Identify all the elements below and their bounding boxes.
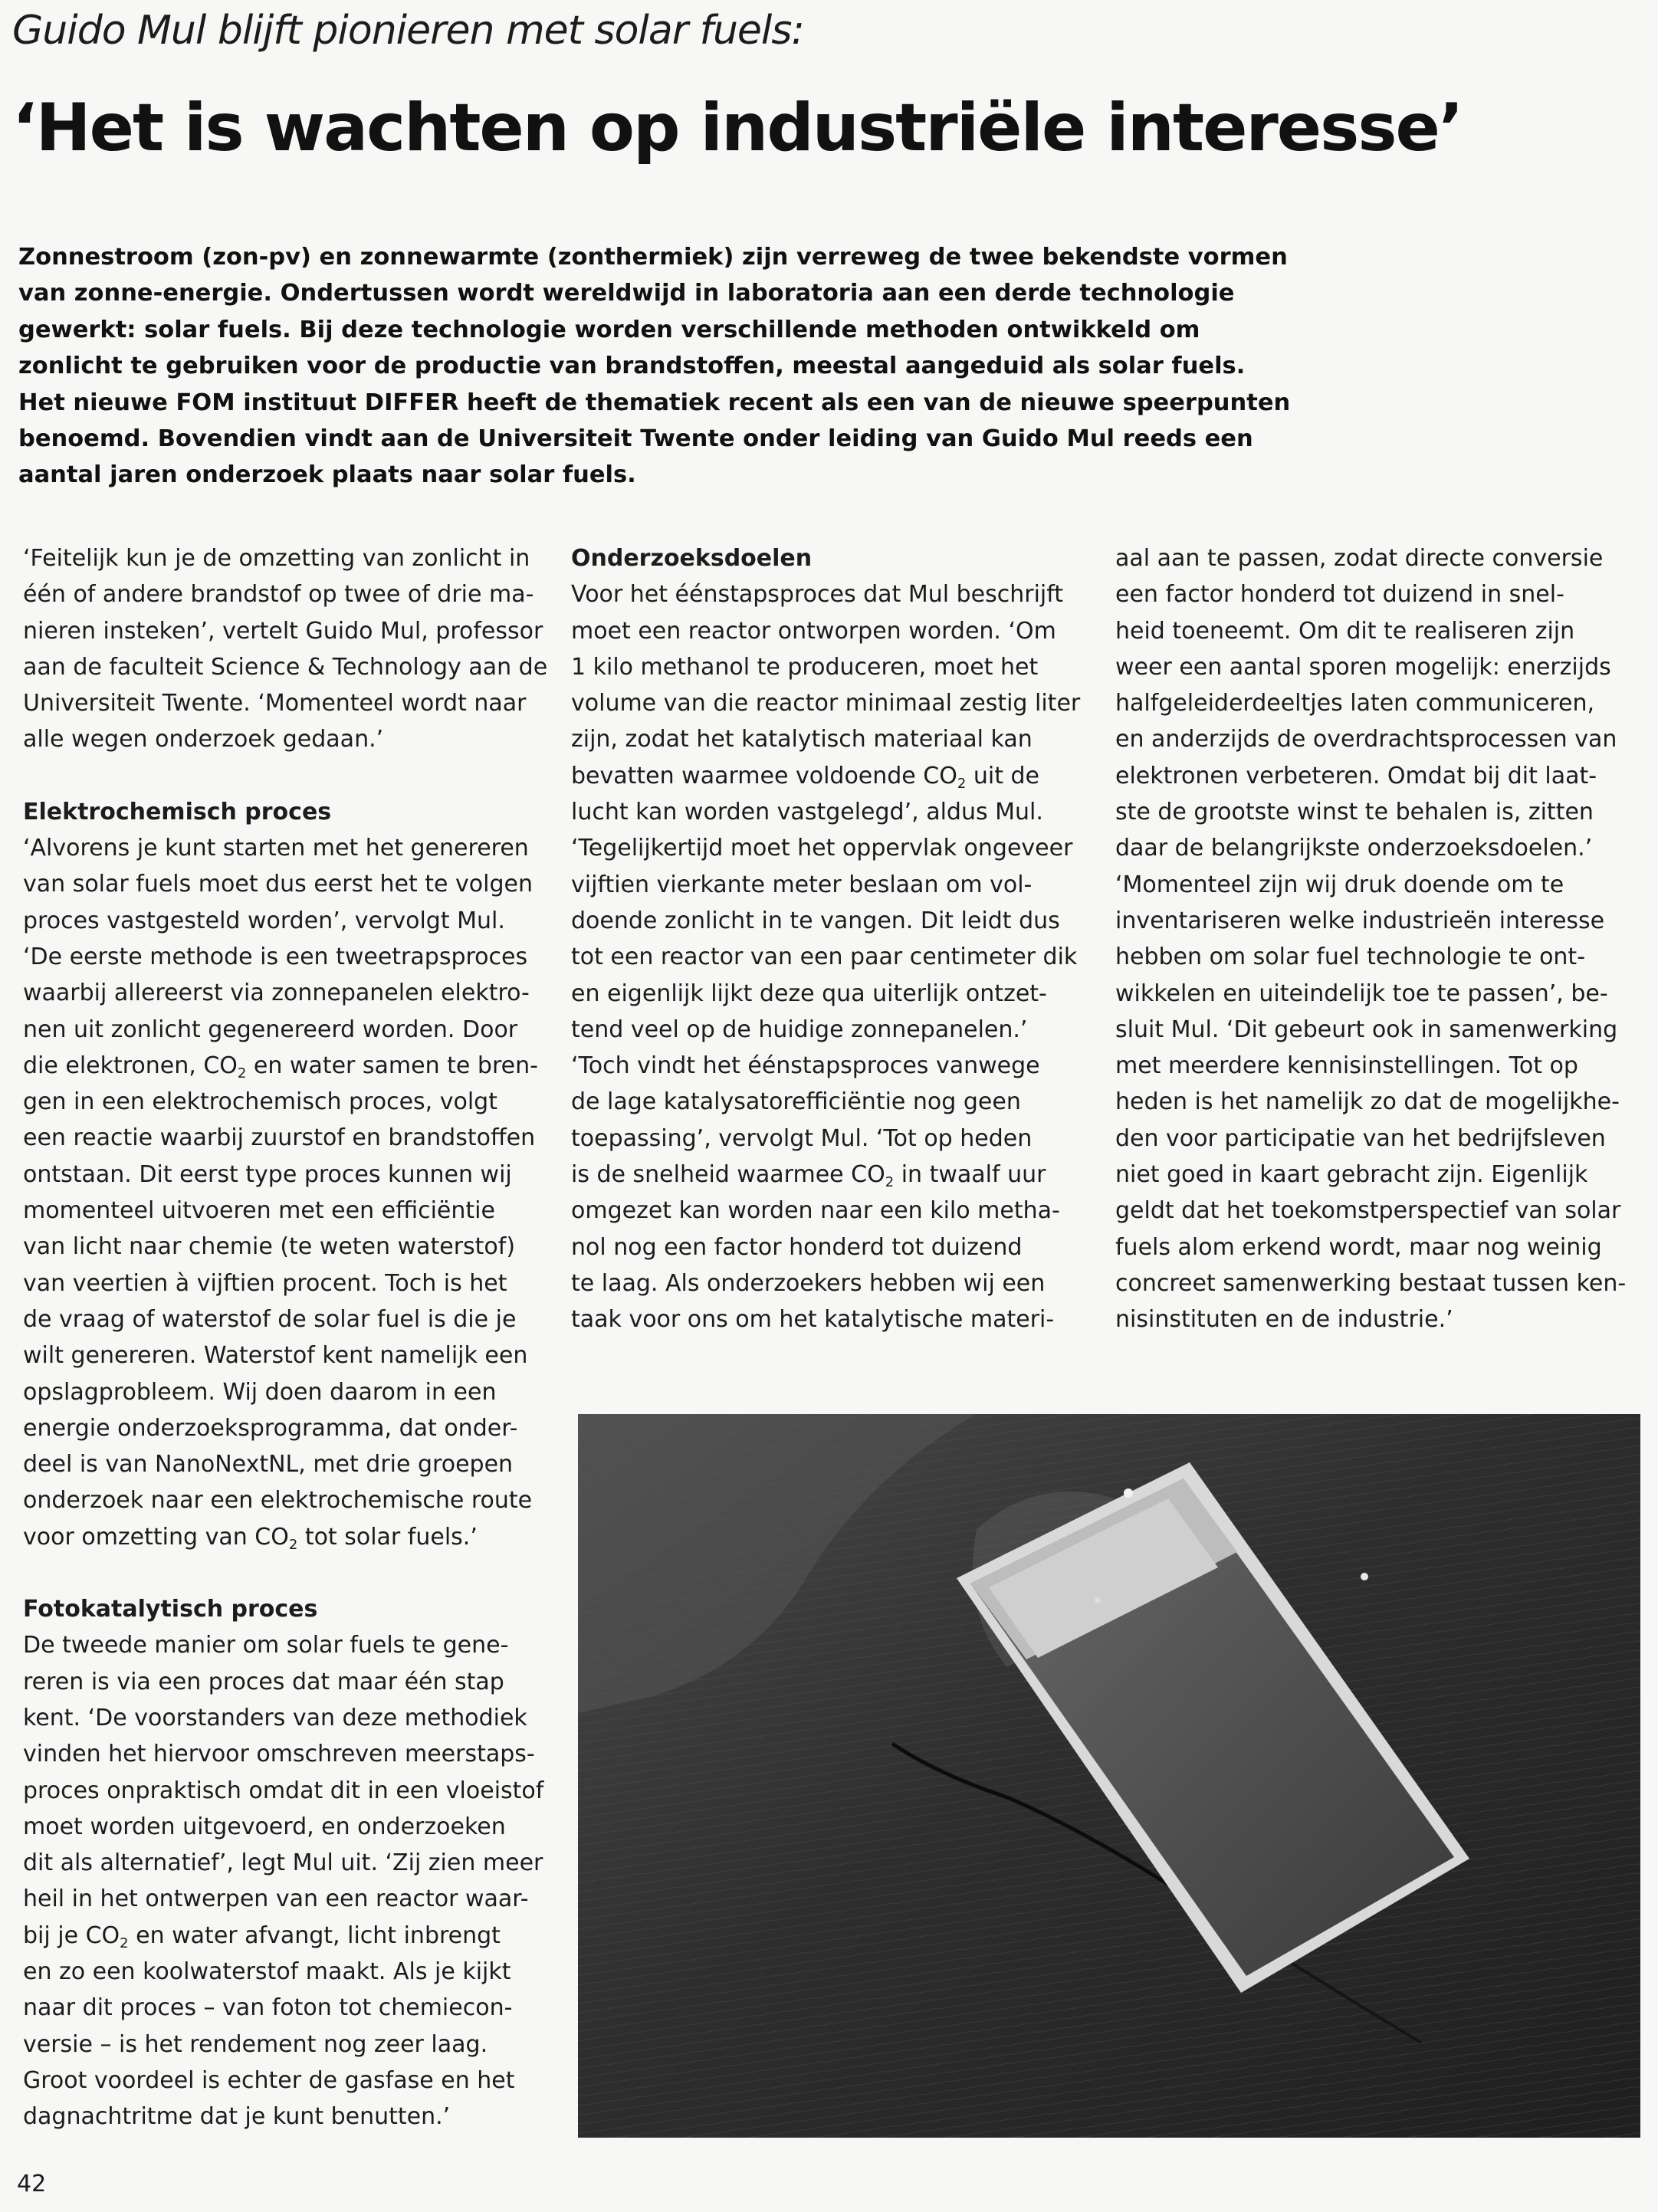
body-line: een reactie waarbij zuurstof en brandstoffen bbox=[23, 1124, 536, 1152]
body-line bbox=[571, 1157, 1100, 1193]
body-line: ‘Momenteel zijn wij druk doende om te bbox=[1115, 871, 1564, 898]
intro-line: aantal jaren onderzoek plaats naar solar fuels. bbox=[18, 461, 636, 489]
body-line: fuels alom erkend wordt, maar nog weinig bbox=[1115, 1233, 1602, 1261]
body-line: dit als alternatief’, legt Mul uit. ‘Zij zien meer bbox=[23, 1849, 543, 1877]
text-segment: bij je CO bbox=[23, 1922, 120, 1949]
body-line bbox=[571, 758, 1100, 794]
text-segment: uit de bbox=[966, 762, 1040, 789]
body-line: niet goed in kaart gebracht zijn. Eigenlijk bbox=[1115, 1161, 1588, 1189]
body-line: ontstaan. Dit eerst type proces kunnen wij bbox=[23, 1160, 512, 1188]
subheading-elektrochemisch: Elektrochemisch proces bbox=[23, 798, 332, 825]
body-line bbox=[23, 1918, 537, 1954]
body-line: moet een reactor ontworpen worden. ‘Om bbox=[571, 617, 1056, 645]
text-segment: bevatten waarmee voldoende CO bbox=[571, 762, 957, 789]
body-line: omgezet kan worden naar een kilo metha- bbox=[571, 1197, 1060, 1225]
subscript-2: 2 bbox=[885, 1174, 895, 1191]
body-line: deel is van NanoNextNL, met drie groepen bbox=[23, 1451, 514, 1478]
body-line: ‘Alvorens je kunt starten met het genereren bbox=[23, 835, 529, 862]
body-line: een factor honderd tot duizend in snel- bbox=[1115, 581, 1564, 609]
body-line: 1 kilo methanol te produceren, moet het bbox=[571, 653, 1039, 681]
body-line: nieren insteken’, vertelt Guido Mul, professor bbox=[23, 617, 543, 645]
body-line: één of andere brandstof op twee of drie ma- bbox=[23, 581, 534, 609]
body-line: de vraag of waterstof de solar fuel is die je bbox=[23, 1305, 517, 1333]
body-line: vijftien vierkante meter beslaan om vol- bbox=[571, 871, 1033, 898]
body-line: van licht naar chemie (te weten waterstof) bbox=[23, 1233, 516, 1261]
body-line: en eigenlijk lijkt deze qua uiterlijk ontzet- bbox=[571, 980, 1047, 1007]
body-line: halfgeleiderdeeltjes laten communiceren, bbox=[1115, 690, 1595, 717]
intro-line: Het nieuwe FOM instituut DIFFER heeft de thematiek recent als een van de nieuwe speerpunten bbox=[18, 389, 1291, 416]
text-column-1 bbox=[23, 540, 548, 2135]
intro-line: gewerkt: solar fuels. Bij deze technologie worden verschillende methoden ontwikkeld om bbox=[18, 316, 1200, 343]
body-line: alle wegen onderzoek gedaan.’ bbox=[23, 726, 384, 753]
body-line: den voor participatie van het bedrijfsleven bbox=[1115, 1124, 1606, 1152]
body-line: momenteel uitvoeren met een efficiëntie bbox=[23, 1197, 495, 1225]
body-line: moet worden uitgevoerd, en onderzoeken bbox=[23, 1813, 506, 1840]
body-line: zijn, zodat het katalytisch materiaal kan bbox=[571, 726, 1033, 753]
body-line: de lage katalysatorefficiëntie nog geen bbox=[571, 1088, 1021, 1116]
body-line: wilt genereren. Waterstof kent namelijk een bbox=[23, 1342, 528, 1370]
body-line: proces onpraktisch omdat dit in een vloeistof bbox=[23, 1777, 544, 1804]
body-line: Universiteit Twente. ‘Momenteel wordt naar bbox=[23, 690, 527, 717]
body-line: vinden het hiervoor omschreven meerstaps- bbox=[23, 1741, 535, 1768]
body-line: tend veel op de huidige zonnepanelen.’ bbox=[571, 1016, 1028, 1043]
body-line: dagnachtritme dat je kunt benutten.’ bbox=[23, 2103, 451, 2131]
body-line: hebben om solar fuel technologie te ont- bbox=[1115, 944, 1586, 971]
article-intro bbox=[18, 239, 1291, 494]
body-line: lucht kan worden vastgelegd’, aldus Mul. bbox=[571, 799, 1043, 826]
intro-line: benoemd. Bovendien vindt aan de Universiteit Twente onder leiding van Guido Mul reeds een bbox=[18, 425, 1253, 453]
body-line: proces vastgesteld worden’, vervolgt Mul. bbox=[23, 907, 505, 934]
body-line: en zo een koolwaterstof maakt. Als je kijkt bbox=[23, 1958, 511, 1985]
body-line: weer een aantal sporen mogelijk: enerzijds bbox=[1115, 653, 1611, 681]
article-headline: ‘Het is wachten op industriële interesse’ bbox=[12, 90, 1463, 166]
text-segment: tot solar fuels.’ bbox=[297, 1523, 478, 1551]
text-segment: in twaalf uur bbox=[894, 1161, 1046, 1189]
body-line: nisinstituten en de industrie.’ bbox=[1115, 1306, 1453, 1334]
text-column-2 bbox=[571, 540, 1100, 1338]
body-line: volume van die reactor minimaal zestig liter bbox=[571, 690, 1081, 717]
body-line: geldt dat het toekomstperspectief van solar bbox=[1115, 1197, 1621, 1225]
body-line: onderzoek naar een elektrochemische route bbox=[23, 1487, 533, 1515]
subheading-onderzoeksdoelen: Onderzoeksdoelen bbox=[571, 545, 813, 572]
subscript-2: 2 bbox=[288, 1536, 298, 1553]
body-line: concreet samenwerking bestaat tussen ken- bbox=[1115, 1269, 1627, 1297]
body-line: doende zonlicht in te vangen. Dit leidt dus bbox=[571, 907, 1060, 934]
body-line: Groot voordeel is echter de gasfase en het bbox=[23, 2066, 515, 2094]
subscript-2: 2 bbox=[237, 1065, 247, 1081]
body-line: heden is het namelijk zo dat de mogelijkhe- bbox=[1115, 1088, 1620, 1116]
body-line: daar de belangrijkste onderzoeksdoelen.’ bbox=[1115, 835, 1593, 862]
body-line: waarbij allereerst via zonnepanelen elektro- bbox=[23, 980, 530, 1007]
body-line: heid toeneemt. Om dit te realiseren zijn bbox=[1115, 617, 1575, 645]
body-line: reren is via een proces dat maar één stap bbox=[23, 1668, 504, 1695]
article-kicker: Guido Mul blijft pionieren met solar fuels: bbox=[12, 8, 804, 54]
body-line: wikkelen en uiteindelijk toe te passen’, be- bbox=[1115, 980, 1608, 1007]
body-line: naar dit proces – van foton tot chemiecon- bbox=[23, 1994, 513, 2022]
subheading-fotokatalytisch: Fotokatalytisch proces bbox=[23, 1596, 318, 1623]
body-line: heil in het ontwerpen van een reactor waar- bbox=[23, 1885, 529, 1913]
reactor-photo-illustration bbox=[578, 1414, 1640, 2138]
body-line: tot een reactor van een paar centimeter dik bbox=[571, 944, 1078, 971]
body-line: opslagprobleem. Wij doen daarom in een bbox=[23, 1378, 497, 1406]
body-line: met meerdere kennisinstellingen. Tot op bbox=[1115, 1052, 1578, 1080]
text-segment: en water afvangt, licht inbrengt bbox=[128, 1922, 501, 1949]
intro-line: Zonnestroom (zon-pv) en zonnewarmte (zonthermiek) zijn verreweg de twee bekendste vormen bbox=[18, 244, 1288, 271]
body-line: van solar fuels moet dus eerst het te volgen bbox=[23, 871, 534, 898]
reactor-photo bbox=[578, 1414, 1640, 2138]
body-line: aan de faculteit Science & Technology aan de bbox=[23, 653, 548, 681]
body-line: sluit Mul. ‘Dit gebeurt ook in samenwerking bbox=[1115, 1016, 1618, 1043]
text-segment: voor omzetting van CO bbox=[23, 1523, 289, 1551]
body-line: aal aan te passen, zodat directe conversie bbox=[1115, 545, 1604, 572]
text-segment: is de snelheid waarmee CO bbox=[571, 1161, 885, 1189]
body-line: toepassing’, vervolgt Mul. ‘Tot op heden bbox=[571, 1124, 1033, 1152]
body-line: en anderzijds de overdrachtsprocessen van bbox=[1115, 726, 1617, 753]
intro-line: van zonne-energie. Ondertussen wordt wereldwijd in laboratoria aan een derde technologie bbox=[18, 280, 1235, 307]
body-line: nol nog een factor honderd tot duizend bbox=[571, 1233, 1023, 1261]
body-line: nen uit zonlicht gegenereerd worden. Door bbox=[23, 1016, 518, 1043]
subscript-2: 2 bbox=[957, 775, 967, 792]
body-line: gen in een elektrochemisch proces, volgt bbox=[23, 1088, 497, 1116]
body-line: ‘Feitelijk kun je de omzetting van zonlicht in bbox=[23, 545, 530, 572]
body-line: versie – is het rendement nog zeer laag. bbox=[23, 2030, 488, 2058]
body-line: De tweede manier om solar fuels te gene- bbox=[23, 1632, 509, 1659]
subscript-2: 2 bbox=[120, 1935, 129, 1951]
body-line: ste de grootste winst te behalen is, zitten bbox=[1115, 799, 1594, 826]
body-line bbox=[23, 1048, 537, 1084]
body-line: taak voor ons om het katalytische materi- bbox=[571, 1306, 1055, 1334]
body-line: te laag. Als onderzoekers hebben wij een bbox=[571, 1269, 1046, 1297]
body-line: elektronen verbeteren. Omdat bij dit laat- bbox=[1115, 762, 1597, 789]
body-line: energie onderzoeksprogramma, dat onder- bbox=[23, 1414, 518, 1442]
intro-line: zonlicht te gebruiken voor de productie van brandstoffen, meestal aangeduid als solar fuels. bbox=[18, 353, 1246, 380]
text-segment: die elektronen, CO bbox=[23, 1052, 238, 1079]
text-segment: en water samen te bren- bbox=[246, 1052, 538, 1079]
body-line: ‘Toch vindt het éénstapsproces vanwege bbox=[571, 1052, 1040, 1080]
body-line: van veertien à vijftien procent. Toch is het bbox=[23, 1269, 507, 1297]
body-line: inventariseren welke industrieën interesse bbox=[1115, 907, 1605, 934]
body-line: kent. ‘De voorstanders van deze methodiek bbox=[23, 1704, 527, 1731]
body-line: ‘Tegelijkertijd moet het oppervlak ongeveer bbox=[571, 835, 1073, 862]
body-line bbox=[23, 1519, 537, 1555]
page-number: 42 bbox=[17, 2171, 47, 2197]
body-line: ‘De eerste methode is een tweetrapsproces bbox=[23, 943, 528, 970]
text-column-3 bbox=[1115, 540, 1644, 1338]
body-line: Voor het éénstapsproces dat Mul beschrijft bbox=[571, 581, 1064, 609]
